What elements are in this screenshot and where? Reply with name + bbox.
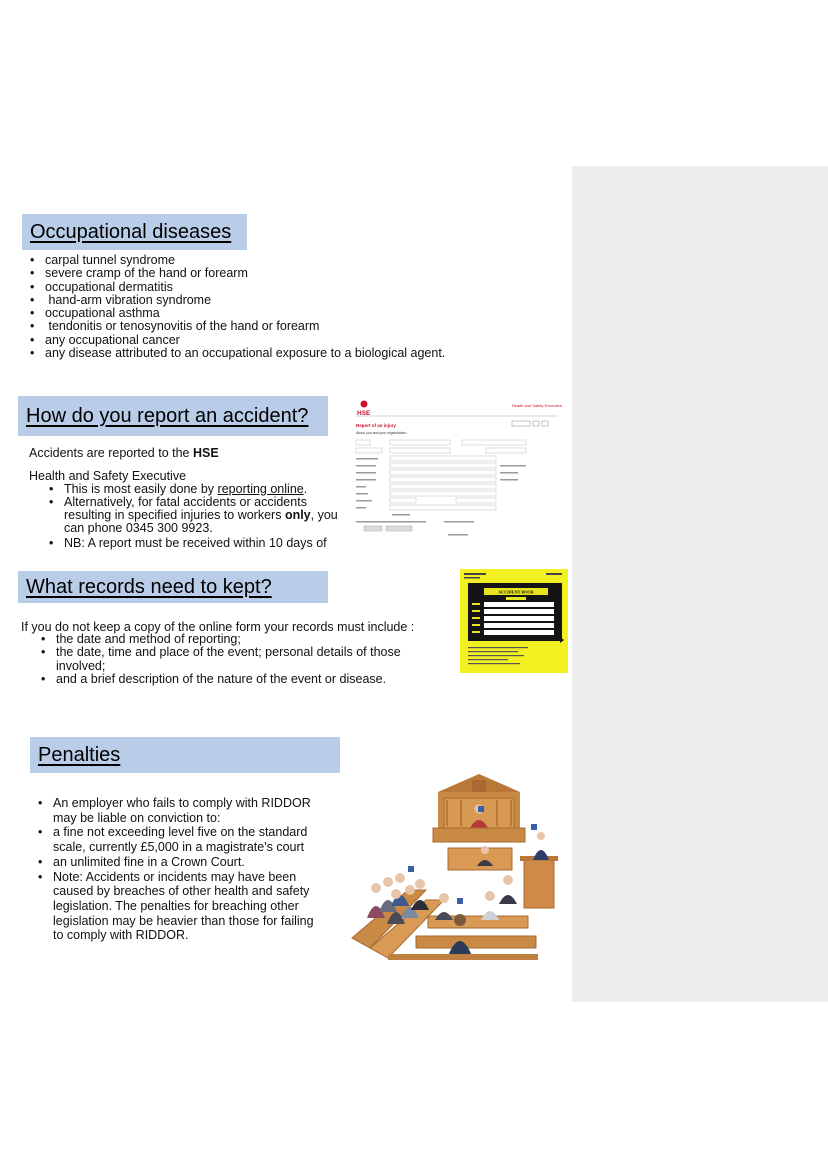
report-item2-suffix: , you can phone 0345 300 9923. <box>64 508 338 535</box>
list-item: • severe cramp of the hand or forearm <box>27 267 547 280</box>
hse-form-graphic <box>352 396 562 540</box>
report-heading <box>18 396 328 436</box>
accident-book-image <box>460 569 568 673</box>
courtroom-graphic <box>348 770 560 962</box>
hse-form-title: Report of an injury <box>356 423 397 428</box>
list-item: • carpal tunnel syndrome <box>27 254 547 267</box>
side-panel <box>572 166 828 1002</box>
hse-brand-text: Health and Safety Executive <box>511 403 562 408</box>
diseases-heading <box>22 214 247 250</box>
list-item: • occupational asthma <box>27 307 547 320</box>
report-list <box>46 483 348 550</box>
list-item: • any disease attributed to an occupational exposure to a biological agent. <box>27 347 547 360</box>
report-item2-bold: only <box>284 508 311 522</box>
list-item: • hand-arm vibration syndrome <box>27 294 547 307</box>
reporting-online-link[interactable]: reporting online <box>217 482 304 496</box>
hse-logo-text: HSE <box>357 410 371 417</box>
courtroom-illustration <box>348 770 560 962</box>
records-list <box>38 633 418 686</box>
list-item: • NB: A report must be received within 10 days of <box>46 537 348 550</box>
report-item2-text: Alternatively, for fatal accidents or accidents resulting in specified injuries to workers <box>64 495 307 522</box>
penalties-heading-text: Penalties <box>38 743 121 766</box>
list-item: • the date and method of reporting; <box>38 633 418 646</box>
hse-online-form-image <box>352 396 562 540</box>
report-org: Health and Safety Executive <box>29 469 187 483</box>
report-item1-text: This is most easily done by <box>64 482 218 496</box>
report-intro-text: Accidents are reported to the <box>29 446 193 460</box>
diseases-list <box>27 254 547 360</box>
report-intro <box>29 446 219 460</box>
report-heading-text: How do you report an accident? <box>26 404 309 427</box>
records-heading-text: What records need to kept? <box>26 575 272 598</box>
list-item: • tendonitis or tenosynovitis of the hand or forearm <box>27 320 547 333</box>
list-item: • the date, time and place of the event; personal details of those involved; <box>38 646 418 673</box>
accident-book-title: ACCIDENT BOOK <box>498 589 534 595</box>
list-item: • a fine not exceeding level five on the standard scale, currently £5,000 in a magistrate's court <box>35 825 327 854</box>
report-item1-suffix: . <box>303 482 308 496</box>
penalties-list <box>35 796 327 943</box>
list-item: • and a brief description of the nature of the event or disease. <box>38 673 418 686</box>
penalties-heading <box>30 737 340 773</box>
list-item: • occupational dermatitis <box>27 281 547 294</box>
report-intro-bold: HSE <box>192 446 219 460</box>
list-item <box>46 496 348 535</box>
records-intro: If you do not keep a copy of the online form your records must include : <box>21 620 415 634</box>
records-heading <box>18 571 328 603</box>
list-item: • Note: Accidents or incidents may have been caused by breaches of other health and safety legislation. The penalties for breaching other legislation may be heavier than those for failing to comply with RIDDOR. <box>35 870 327 944</box>
accident-book-graphic <box>460 569 568 673</box>
hse-form-subtitle: About you and your organisation <box>356 431 407 435</box>
list-item: • an unlimited fine in a Crown Court. <box>35 855 327 870</box>
list-item: • An employer who fails to comply with RIDDOR may be liable on conviction to: <box>35 796 327 825</box>
list-item: • any occupational cancer <box>27 334 547 347</box>
diseases-heading-text: Occupational diseases <box>30 220 232 243</box>
